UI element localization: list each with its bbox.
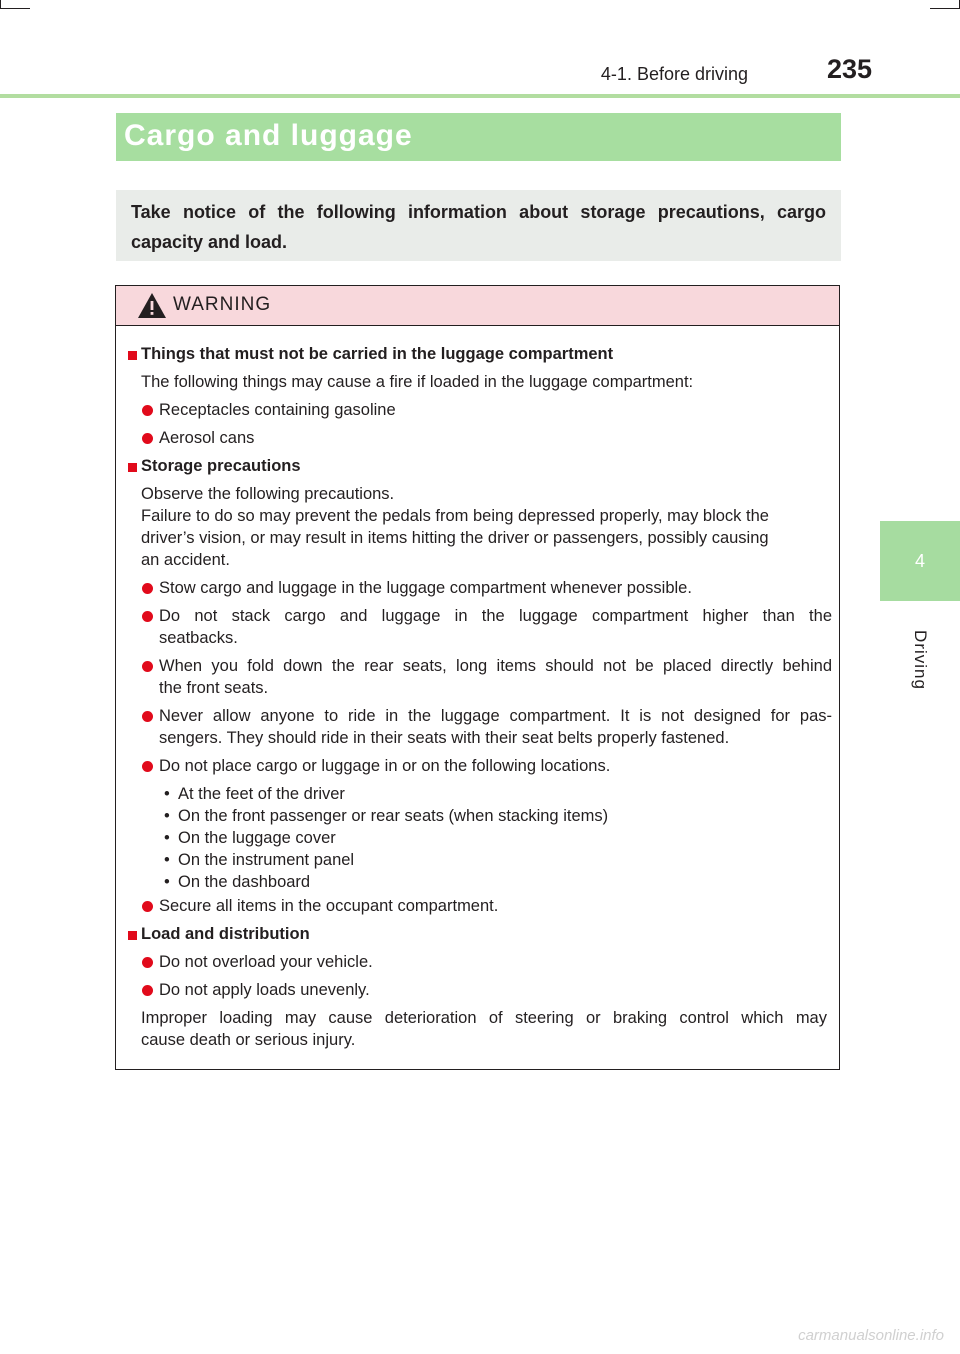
warning-box — [115, 285, 840, 1070]
location-item: On the instrument panel — [178, 851, 355, 869]
header-rule — [0, 94, 960, 98]
page-title: Cargo and luggage — [124, 119, 413, 152]
warning-triangle-icon — [137, 292, 167, 319]
bullet-item-line: Never allow anyone to ride in the luggage compartment. It is not designed for pas- — [159, 707, 832, 725]
bullet-item: Secure all items in the occupant compartment. — [159, 897, 499, 915]
bullet-item: Stow cargo and luggage in the luggage compartment whenever possible. — [159, 579, 692, 597]
round-bullet-icon — [142, 761, 153, 772]
location-item: On the dashboard — [178, 873, 311, 891]
section-text-line: Observe the following precautions. — [141, 485, 395, 503]
chapter-number: 4 — [914, 550, 925, 571]
watermark: carmanualsonline.info — [798, 1327, 944, 1344]
round-bullet-icon — [142, 661, 153, 672]
round-bullet-icon — [142, 433, 153, 444]
intro-text: Take notice of the following information about storage precautions, cargo capacity and load. — [131, 202, 826, 252]
chapter-tab — [880, 521, 960, 601]
section-heading: 4-1. Before driving — [600, 64, 748, 84]
round-bullet-icon — [142, 957, 153, 968]
section-text-line: Failure to do so may prevent the pedals from being depressed properly, may block the — [141, 507, 769, 525]
square-bullet-icon — [128, 931, 137, 940]
location-item: On the front passenger or rear seats (when stacking items) — [178, 807, 609, 825]
section-heading-2: Storage precautions — [141, 457, 301, 475]
bullet-item-line: When you fold down the rear seats, long items should not be placed directly behind — [159, 657, 832, 675]
round-bullet-icon — [142, 901, 153, 912]
location-dot: • — [164, 851, 170, 869]
location-item: On the luggage cover — [178, 829, 336, 847]
bullet-item-line: Do not stack cargo and luggage in the luggage compartment higher than the — [159, 607, 832, 625]
bullet-item: Aerosol cans — [159, 429, 255, 447]
square-bullet-icon — [128, 351, 137, 360]
section-text-line: cause death or serious injury. — [141, 1031, 356, 1049]
crop-mark — [930, 8, 960, 9]
crop-mark — [0, 8, 30, 9]
square-bullet-icon — [128, 463, 137, 472]
round-bullet-icon — [142, 985, 153, 996]
location-item: At the feet of the driver — [178, 785, 345, 803]
section-text-line: Improper loading may cause deterioration of steering or braking control which may — [141, 1009, 827, 1027]
location-dot: • — [164, 829, 170, 847]
bullet-item: Do not apply loads unevenly. — [159, 981, 370, 999]
chapter-label: Driving — [911, 630, 930, 690]
section-heading-3: Load and distribution — [141, 925, 310, 943]
page-number: 235 — [826, 54, 872, 84]
bullet-item-line: sengers. They should ride in their seats with their seat belts properly fastened. — [159, 729, 730, 747]
location-dot: • — [164, 873, 170, 891]
bullet-item: Receptacles containing gasoline — [159, 401, 396, 419]
round-bullet-icon — [142, 405, 153, 416]
section-text-1: The following things may cause a fire if loaded in the luggage compartment: — [141, 373, 694, 391]
section-text-line: driver’s vision, or may result in items hitting the driver or passengers, possibly causing — [141, 529, 769, 547]
warning-label: WARNING — [173, 294, 272, 315]
title-bar — [116, 113, 841, 161]
bullet-item: Do not place cargo or luggage in or on the following locations. — [159, 757, 611, 775]
round-bullet-icon — [142, 583, 153, 594]
round-bullet-icon — [142, 611, 153, 622]
crop-mark — [0, 0, 1, 8]
location-dot: • — [164, 785, 170, 803]
intro-box — [116, 190, 841, 261]
round-bullet-icon — [142, 711, 153, 722]
bullet-item: Do not overload your vehicle. — [159, 953, 373, 971]
section-text-line: an accident. — [141, 551, 230, 569]
warning-header — [116, 286, 839, 326]
bullet-item-line: the front seats. — [159, 679, 269, 697]
section-heading-1: Things that must not be carried in the luggage compartment — [141, 345, 614, 363]
location-dot: • — [164, 807, 170, 825]
bullet-item-line: seatbacks. — [159, 629, 238, 647]
